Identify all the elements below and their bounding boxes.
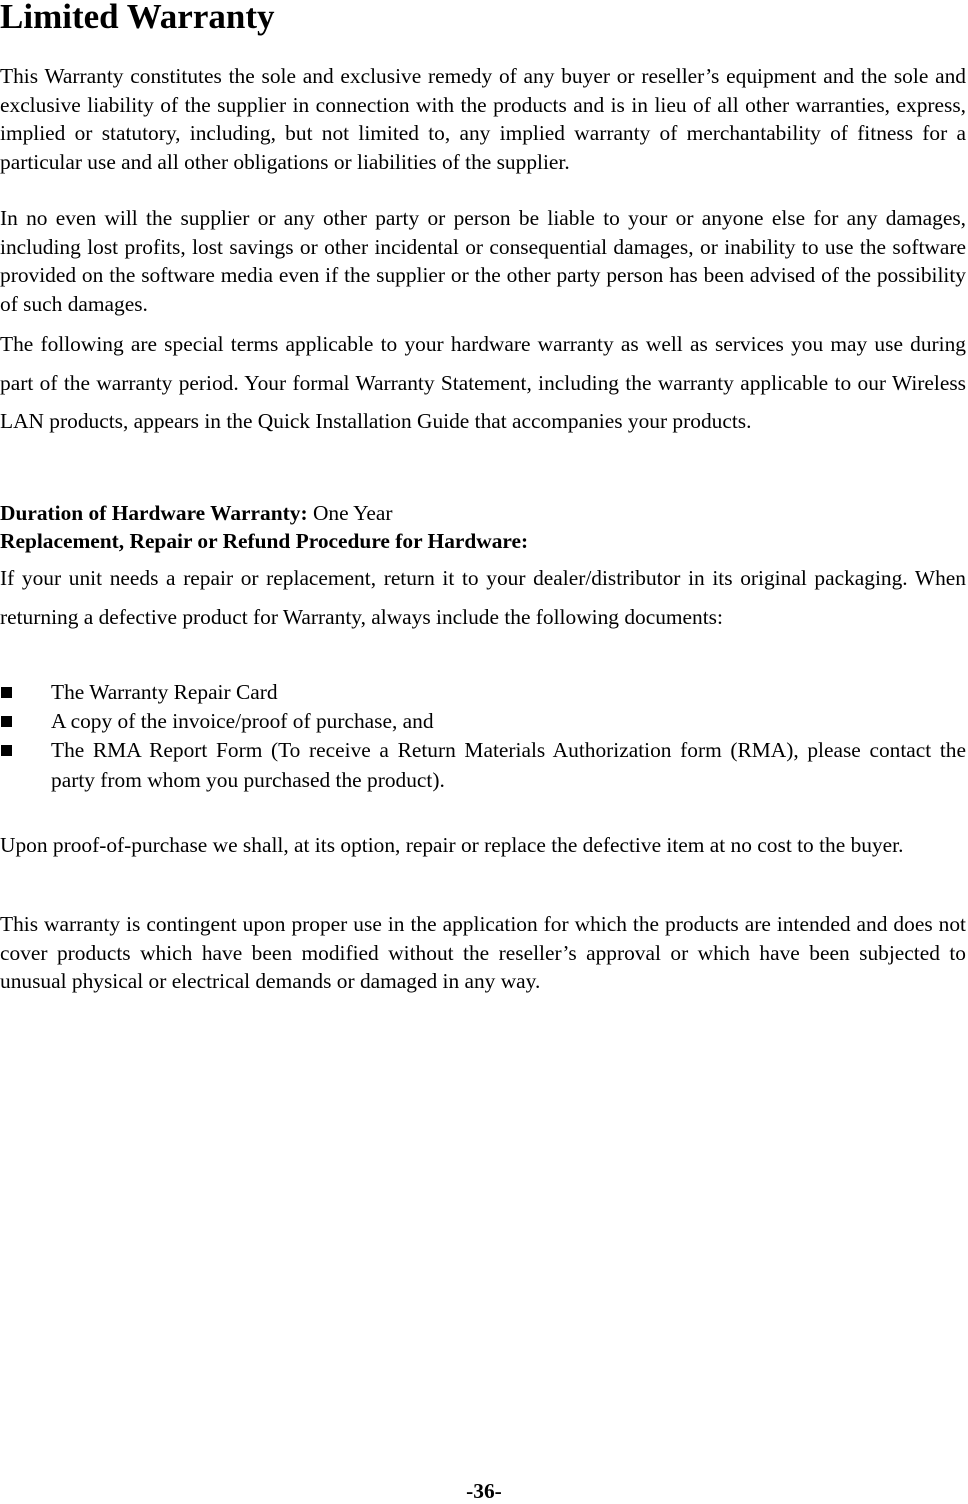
replacement-procedure-heading [0, 527, 528, 556]
page-title: Limited Warranty [0, 0, 275, 36]
list-item [0, 707, 966, 736]
replacement-procedure-heading-text: Replacement, Repair or Refund Procedure for Hardware: [0, 529, 529, 553]
page-number: -36- [466, 1479, 502, 1503]
warranty-duration [0, 499, 393, 528]
proof-of-purchase-paragraph: Upon proof-of-purchase we shall, at its option, repair or replace the defective item at no cost to the buyer. [0, 833, 904, 857]
special-terms-paragraph: The following are special terms applicable to your hardware warranty as well as services you may use during part of the warranty period. Your formal Warranty Statement, including the warranty applicable to our Wireless LAN products, appears in the Quick Installation Guide that accompanies your products. [0, 332, 966, 433]
warranty-duration-value: One Year [312, 501, 393, 525]
square-bullet-icon [1, 716, 12, 727]
required-documents-list [0, 678, 966, 795]
warranty-duration-label: Duration of Hardware Warranty: [0, 501, 308, 525]
list-item-text: The Warranty Repair Card [51, 680, 278, 704]
return-instructions-paragraph: If your unit needs a repair or replacement, return it to your dealer/distributor in its original packaging. When returning a defective product for Warranty, always include the following documents: [0, 566, 966, 629]
square-bullet-icon [1, 687, 12, 698]
list-item-text: The RMA Report Form (To receive a Return Materials Authorization form (RMA), please contact the party from whom you purchased the product). [51, 738, 966, 792]
list-item [0, 678, 966, 707]
list-item-text: A copy of the invoice/proof of purchase, and [51, 709, 434, 734]
list-item [0, 736, 966, 794]
square-bullet-icon [1, 745, 12, 756]
liability-limitation-paragraph: In no even will the supplier or any other party or person be liable to your or anyone else for any damages, including lost profits, lost savings or other incidental or consequential damages, or inability to use the software provided on the software media even if the supplier or the other party person has been advised of the possibility of such damages. [0, 206, 966, 316]
warranty-exclusivity-paragraph: This Warranty constitutes the sole and exclusive remedy of any buyer or reseller’s equipment and the sole and exclusive liability of the supplier in connection with the products and is in lieu of all other warranties, express, implied or statutory, including, but not limited to, any implied warranty of merchantability of fitness for a particular use and all other obligations or liabilities of the supplier. [0, 64, 966, 174]
contingency-paragraph: This warranty is contingent upon proper use in the application for which the products are intended and does not cover products which have been modified without the reseller’s approval or which have been subjected to unusual physical or electrical demands or damaged in any way. [0, 912, 966, 994]
